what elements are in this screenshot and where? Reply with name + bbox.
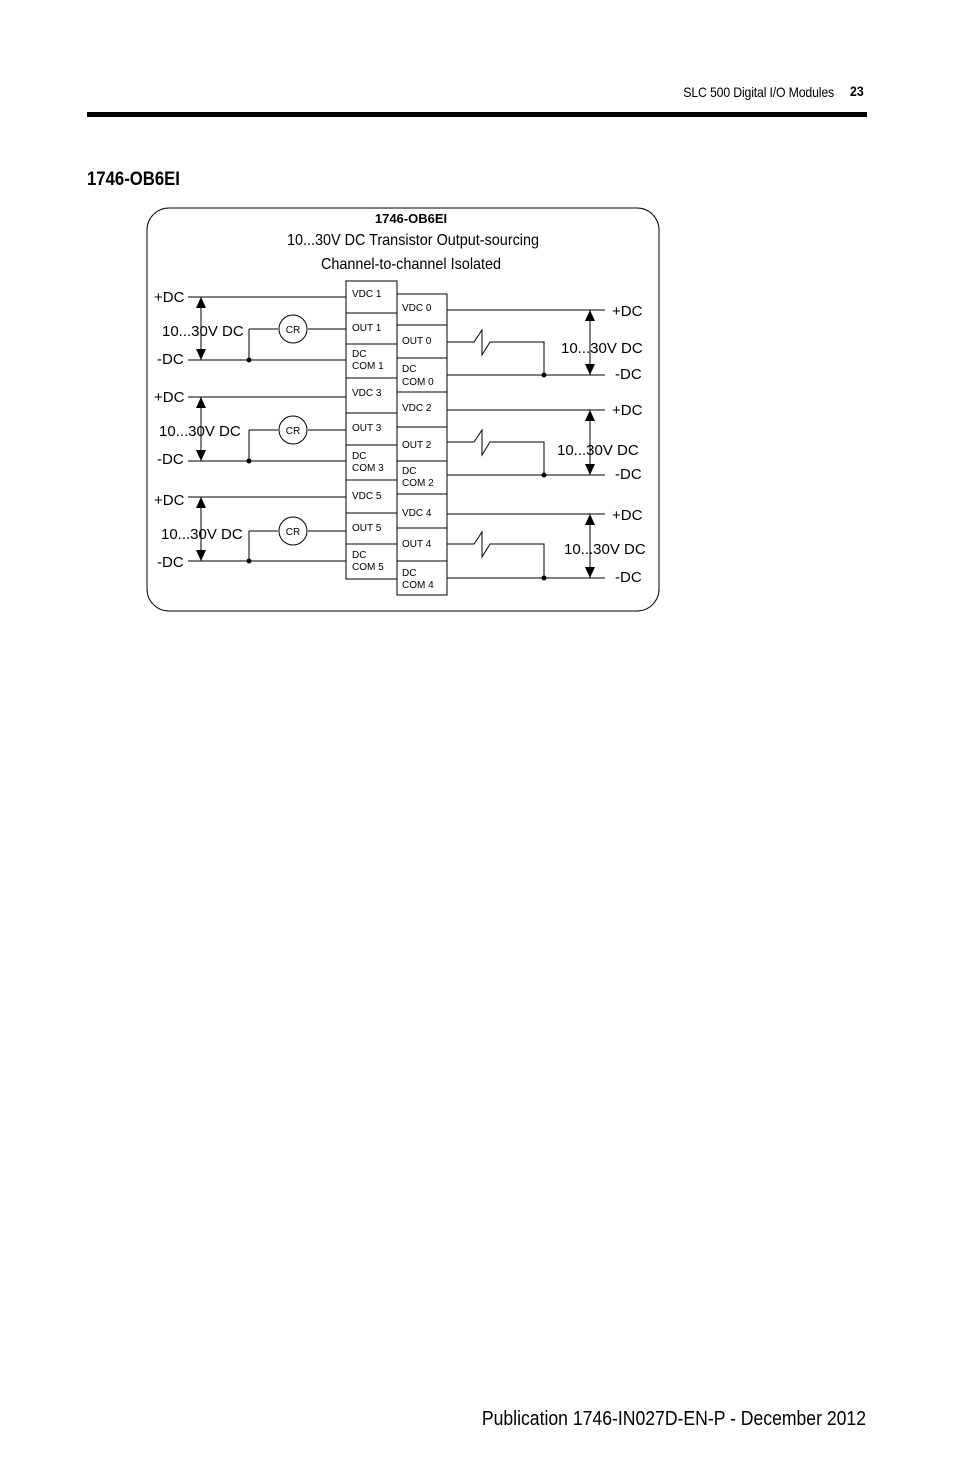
left-range-5: 10...30V DC <box>161 526 243 543</box>
right-minus-dc-4: -DC <box>615 569 642 586</box>
terminal-dc-com-1: DC <box>352 349 367 360</box>
terminal-out-1: OUT 1 <box>352 323 382 334</box>
publication-footer: Publication 1746-IN027D-EN-P - December 2012 <box>481 1408 866 1430</box>
terminal-vdc-4: VDC 4 <box>402 508 432 519</box>
right-minus-dc-2: -DC <box>615 466 642 483</box>
cr-label-3: CR <box>285 426 301 437</box>
right-plus-dc-0: +DC <box>612 303 643 320</box>
terminal-vdc-2: VDC 2 <box>402 403 432 414</box>
terminal-vdc-5: VDC 5 <box>352 491 382 502</box>
cr-label-5: CR <box>285 527 301 538</box>
left-plus-dc-3: +DC <box>154 389 185 406</box>
terminal-vdc-1: VDC 1 <box>352 289 382 300</box>
cr-label-1: CR <box>285 325 301 336</box>
terminal-vdc-0: VDC 0 <box>402 303 432 314</box>
terminal-dc-com-2-b: COM 2 <box>402 478 434 489</box>
terminal-dc-com-1-b: COM 1 <box>352 361 384 372</box>
terminal-dc-com-3: DC <box>352 451 367 462</box>
right-range-4: 10...30V DC <box>564 541 646 558</box>
terminal-out-0: OUT 0 <box>402 336 432 347</box>
terminal-vdc-3: VDC 3 <box>352 388 382 399</box>
diagram-module-name: 1746-OB6EI <box>374 211 448 226</box>
left-minus-dc-5: -DC <box>157 554 184 571</box>
left-plus-dc-1: +DC <box>154 289 185 306</box>
terminal-dc-com-2: DC <box>402 466 417 477</box>
terminal-out-5: OUT 5 <box>352 523 382 534</box>
terminal-dc-com-5: DC <box>352 550 367 561</box>
right-range-0: 10...30V DC <box>561 340 643 357</box>
header-rule <box>87 112 867 117</box>
right-minus-dc-0: -DC <box>615 366 642 383</box>
wiring-diagram <box>140 200 670 620</box>
left-range-3: 10...30V DC <box>159 423 241 440</box>
terminal-out-4: OUT 4 <box>402 539 432 550</box>
terminal-out-2: OUT 2 <box>402 440 432 451</box>
terminal-dc-com-4-b: COM 4 <box>402 580 434 591</box>
right-plus-dc-2: +DC <box>612 402 643 419</box>
terminal-dc-com-0-b: COM 0 <box>402 377 434 388</box>
right-range-2: 10...30V DC <box>557 442 639 459</box>
terminal-out-3: OUT 3 <box>352 423 382 434</box>
left-range-1: 10...30V DC <box>162 323 244 340</box>
diagram-description-line1: 10...30V DC Transistor Output-sourcing <box>286 231 540 250</box>
terminal-dc-com-4: DC <box>402 568 417 579</box>
diagram-description-line2: Channel-to-channel Isolated <box>320 255 502 274</box>
right-plus-dc-4: +DC <box>612 507 643 524</box>
terminal-dc-com-5-b: COM 5 <box>352 562 384 573</box>
left-minus-dc-3: -DC <box>157 451 184 468</box>
section-title: 1746-OB6EI <box>87 169 180 190</box>
terminal-dc-com-3-b: COM 3 <box>352 463 384 474</box>
page-number: 23 <box>850 83 864 99</box>
running-header-title: SLC 500 Digital I/O Modules <box>683 84 834 100</box>
terminal-dc-com-0: DC <box>402 364 417 375</box>
left-plus-dc-5: +DC <box>154 492 185 509</box>
left-minus-dc-1: -DC <box>157 351 184 368</box>
